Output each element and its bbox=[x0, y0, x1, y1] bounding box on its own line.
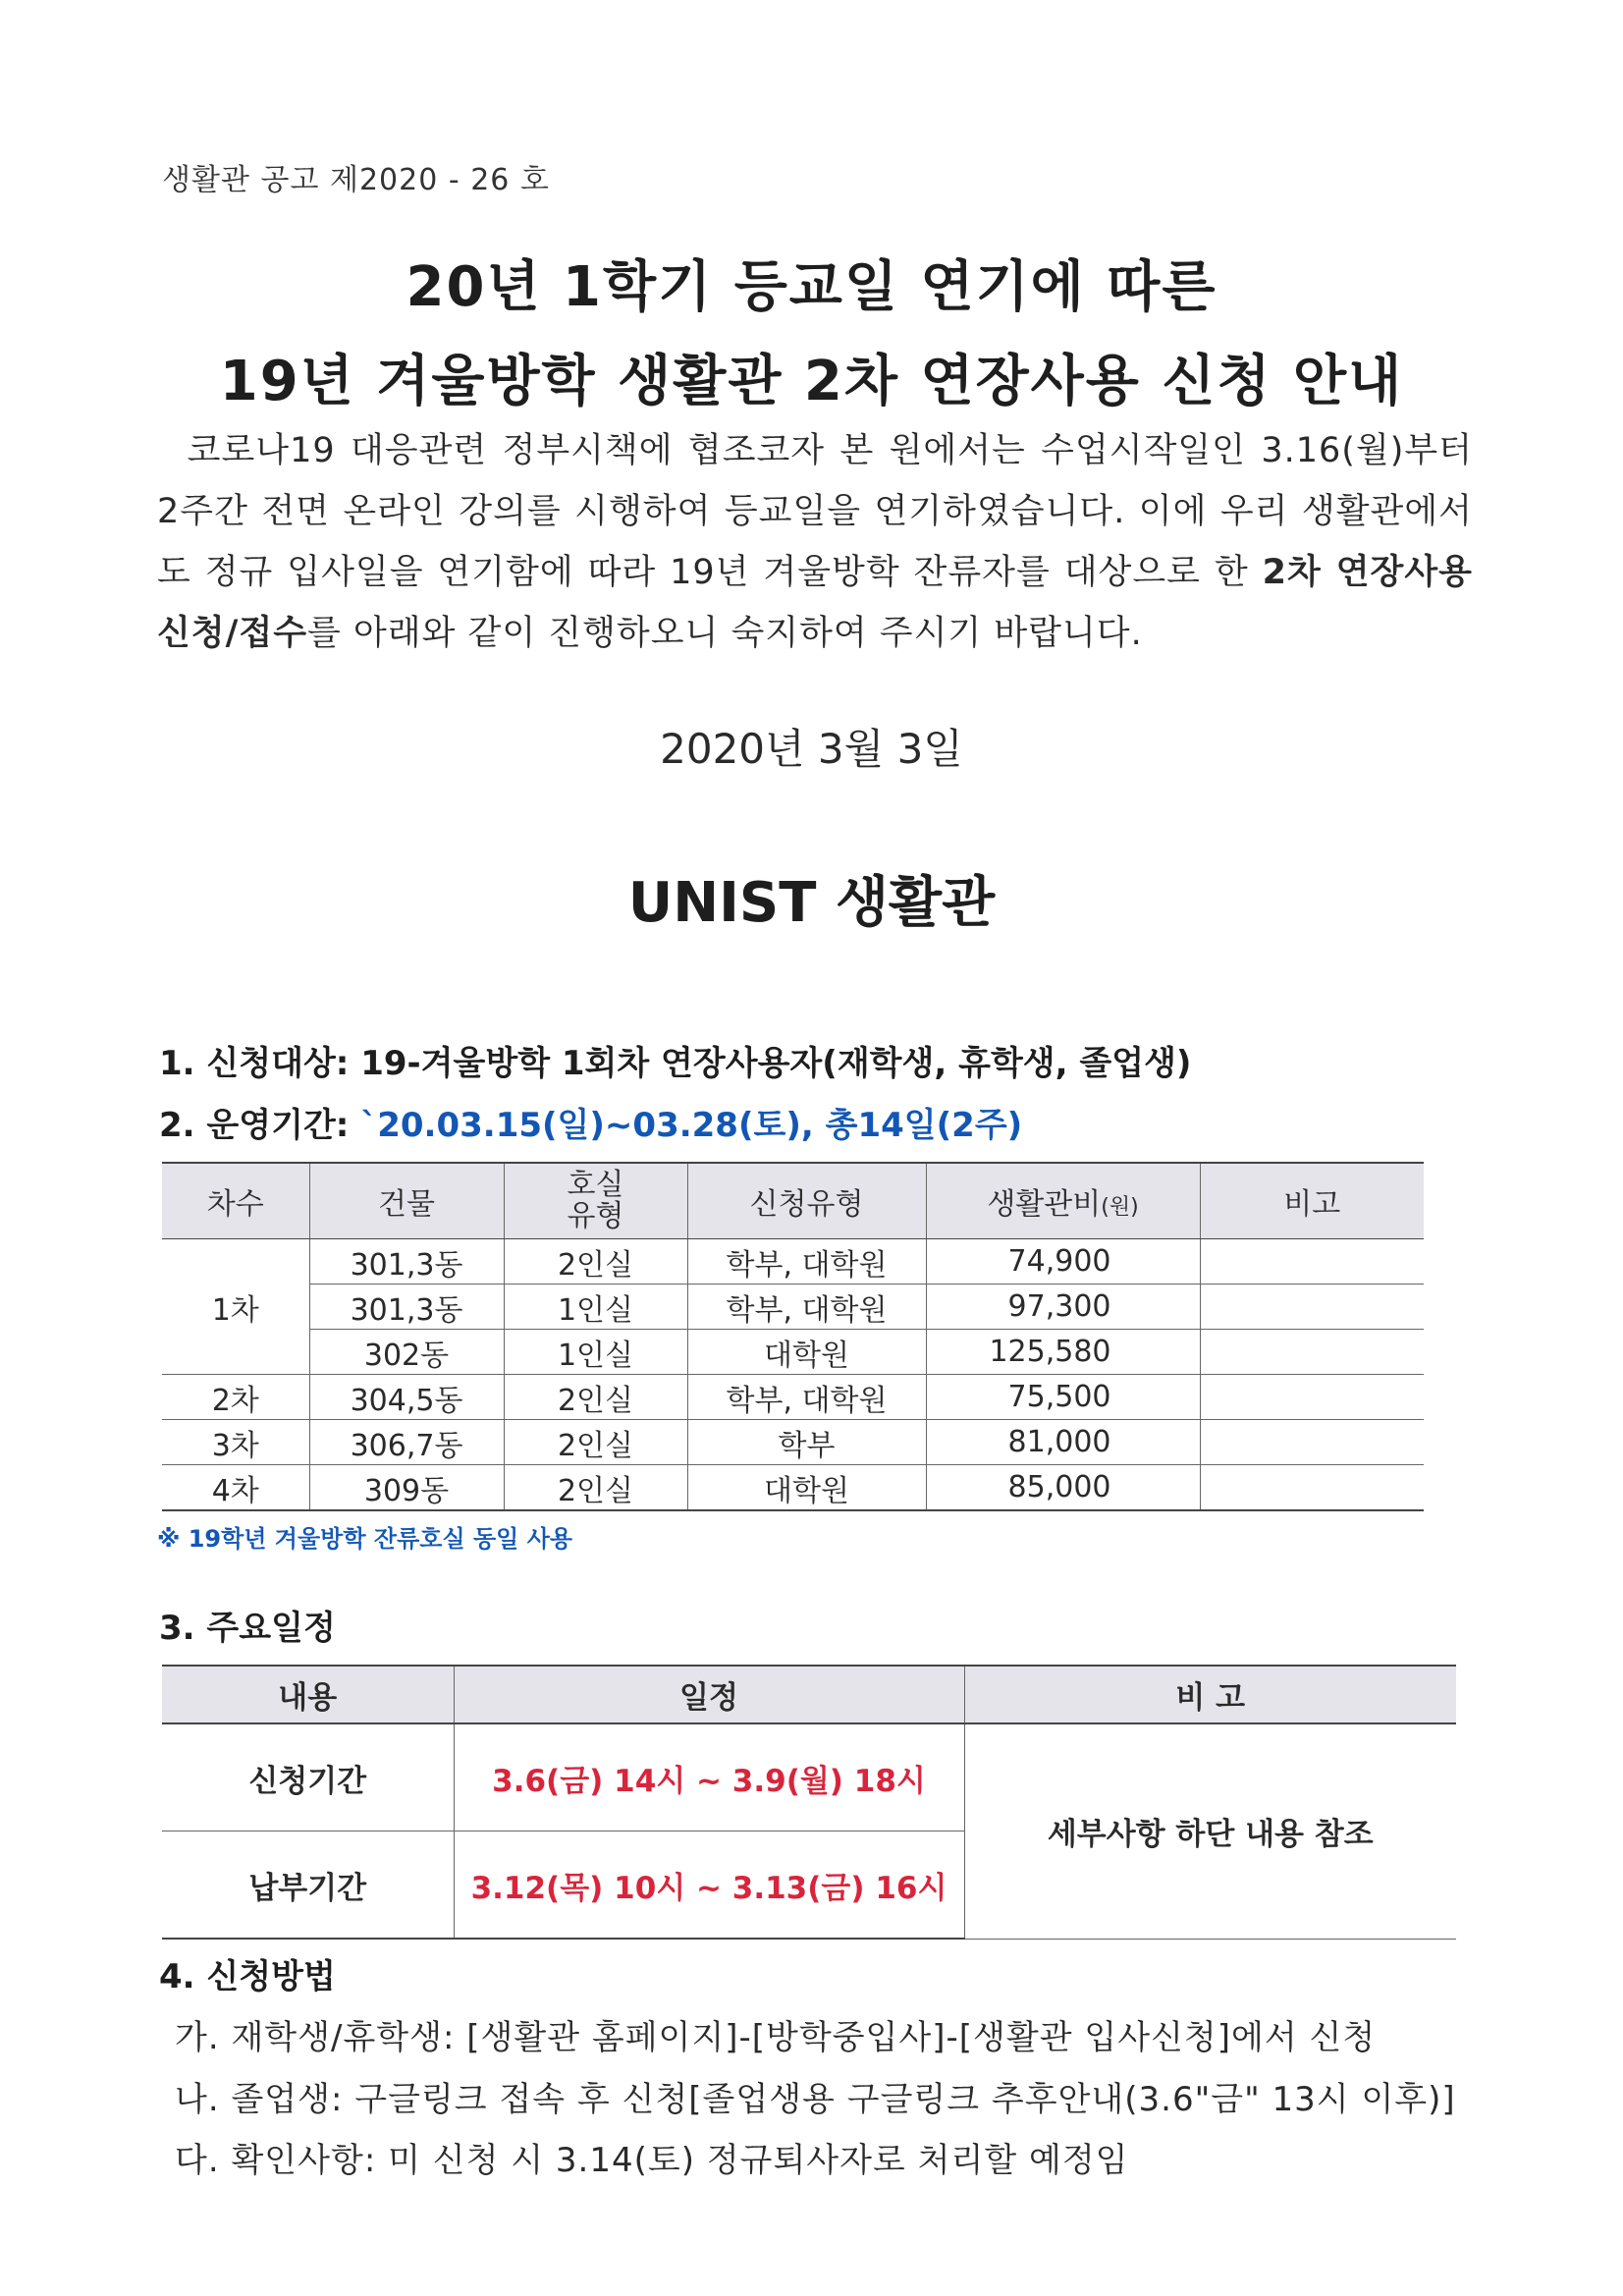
cell-type: 대학원 bbox=[687, 1330, 926, 1375]
cell-round: 2차 bbox=[162, 1375, 309, 1420]
cell-round: 3차 bbox=[162, 1420, 309, 1465]
cell-building: 301,3동 bbox=[309, 1285, 504, 1330]
section-period-value: `20.03.15(일)~03.28(토), 총14일(2주) bbox=[360, 1106, 1023, 1145]
cell-fee: 85,000 bbox=[926, 1465, 1200, 1511]
cell-remarks bbox=[1200, 1285, 1424, 1330]
cell-type: 학부 bbox=[687, 1420, 926, 1465]
cell-type: 학부, 대학원 bbox=[687, 1285, 926, 1330]
table-row bbox=[162, 1239, 1424, 1285]
notice-number: 생활관 공고 제2020 - 26 호 bbox=[162, 163, 550, 197]
cell-room: 1인실 bbox=[504, 1330, 687, 1375]
header-fee-label: 생활관비 bbox=[987, 1187, 1102, 1222]
notice-date: 2020년 3월 3일 bbox=[660, 725, 963, 773]
section-method-label: 4. 신청방법 bbox=[159, 1957, 336, 1996]
cell-fee: 97,300 bbox=[926, 1285, 1200, 1330]
cell-schedule: 3.6(금) 14시 ~ 3.9(월) 18시 bbox=[454, 1723, 964, 1831]
header-room-type-line1: 호실 bbox=[567, 1167, 624, 1202]
cell-content: 신청기간 bbox=[162, 1723, 454, 1831]
table-row bbox=[162, 1375, 1424, 1420]
header-content: 내용 bbox=[162, 1666, 454, 1723]
cell-remarks bbox=[1200, 1420, 1424, 1465]
cell-building: 301,3동 bbox=[309, 1239, 504, 1285]
header-remarks: 비고 bbox=[1200, 1163, 1424, 1239]
cell-fee: 81,000 bbox=[926, 1420, 1200, 1465]
title-line-2: 19년 겨울방학 생활관 2차 연장사용 신청 안내 bbox=[219, 350, 1404, 413]
cell-round: 4차 bbox=[162, 1465, 309, 1511]
header-building: 건물 bbox=[309, 1163, 504, 1239]
table-row bbox=[162, 1465, 1424, 1511]
header-round: 차수 bbox=[162, 1163, 309, 1239]
cell-remarks bbox=[1200, 1239, 1424, 1285]
organization-name: UNIST 생활관 bbox=[627, 871, 996, 935]
fee-table-note: ※ 19학년 겨울방학 잔류호실 동일 사용 bbox=[157, 1525, 573, 1553]
section-target bbox=[159, 1036, 1191, 1084]
cell-building: 309동 bbox=[309, 1465, 504, 1511]
cell-fee: 125,580 bbox=[926, 1330, 1200, 1375]
cell-type: 대학원 bbox=[687, 1465, 926, 1511]
header-applicant-type: 신청유형 bbox=[687, 1163, 926, 1239]
cell-type: 학부, 대학원 bbox=[687, 1375, 926, 1420]
cell-room: 1인실 bbox=[504, 1285, 687, 1330]
cell-building: 304,5동 bbox=[309, 1375, 504, 1420]
header-schedule: 일정 bbox=[454, 1666, 964, 1723]
cell-room: 2인실 bbox=[504, 1375, 687, 1420]
header-fee bbox=[926, 1163, 1200, 1239]
intro-text-end: 를 아래와 같이 진행하오니 숙지하여 주시기 바랍니다. bbox=[307, 614, 1143, 653]
section-schedule-label: 3. 주요일정 bbox=[159, 1609, 336, 1648]
cell-room: 2인실 bbox=[504, 1239, 687, 1285]
table-row bbox=[162, 1330, 1424, 1375]
fee-table-header bbox=[162, 1163, 1424, 1239]
cell-type: 학부, 대학원 bbox=[687, 1239, 926, 1285]
cell-round: 1차 bbox=[162, 1239, 309, 1375]
schedule-table bbox=[162, 1665, 1456, 1940]
section-target-label: 1. 신청대상: bbox=[159, 1044, 350, 1083]
table-row bbox=[162, 1285, 1424, 1330]
cell-remarks bbox=[1200, 1465, 1424, 1511]
section-target-value: 19-겨울방학 1회차 연장사용자(재학생, 휴학생, 졸업생) bbox=[360, 1044, 1192, 1083]
schedule-table-header bbox=[162, 1666, 1456, 1723]
cell-fee: 75,500 bbox=[926, 1375, 1200, 1420]
intro-text: 코로나19 대응관련 정부시책에 협조코자 본 원에서는 수업시작일인 3.16(월)부터 2주간 전면 온라인 강의를 시행하여 등교일을 연기하였습니다. 이에 우리 생활관에서도 정규 입사일을 연기함에 따라 19년 겨울방학 잔류자를 대상으로 한 bbox=[157, 431, 1473, 592]
intro-bold-text: 2차 연장사용 신청/접수 bbox=[157, 553, 1473, 653]
method-item-confirmation: 다. 확인사항: 미 신청 시 3.14(토) 정규퇴사자로 처리할 예정임 bbox=[175, 2141, 1129, 2180]
intro-paragraph bbox=[157, 420, 1473, 664]
title-line-1: 20년 1학기 등교일 연기에 따른 bbox=[406, 255, 1217, 319]
table-row bbox=[162, 1723, 1456, 1831]
cell-building: 306,7동 bbox=[309, 1420, 504, 1465]
method-item-students: 가. 재학생/휴학생: [생활관 홈페이지]-[방학중입사]-[생활관 입사신청]에서 신청 bbox=[175, 2018, 1377, 2057]
cell-fee: 74,900 bbox=[926, 1239, 1200, 1285]
cell-schedule: 3.12(목) 10시 ~ 3.13(금) 16시 bbox=[454, 1831, 964, 1940]
header-room-type bbox=[504, 1163, 687, 1239]
section-period bbox=[159, 1098, 1022, 1146]
cell-remarks bbox=[1200, 1330, 1424, 1375]
cell-building: 302동 bbox=[309, 1330, 504, 1375]
header-schedule-remarks: 비 고 bbox=[964, 1666, 1456, 1723]
method-item-graduates: 나. 졸업생: 구글링크 접속 후 신청[졸업생용 구글링크 추후안내(3.6"금" 13시 이후)] bbox=[175, 2080, 1456, 2119]
header-fee-unit: (원) bbox=[1101, 1195, 1139, 1220]
header-room-type-line2: 유형 bbox=[567, 1198, 624, 1233]
cell-remarks bbox=[1200, 1375, 1424, 1420]
cell-room: 2인실 bbox=[504, 1465, 687, 1511]
cell-room: 2인실 bbox=[504, 1420, 687, 1465]
cell-schedule-remarks: 세부사항 하단 내용 참조 bbox=[964, 1723, 1456, 1939]
section-period-label: 2. 운영기간: bbox=[159, 1106, 350, 1145]
fee-table bbox=[162, 1162, 1424, 1511]
cell-content: 납부기간 bbox=[162, 1831, 454, 1940]
table-row bbox=[162, 1420, 1424, 1465]
